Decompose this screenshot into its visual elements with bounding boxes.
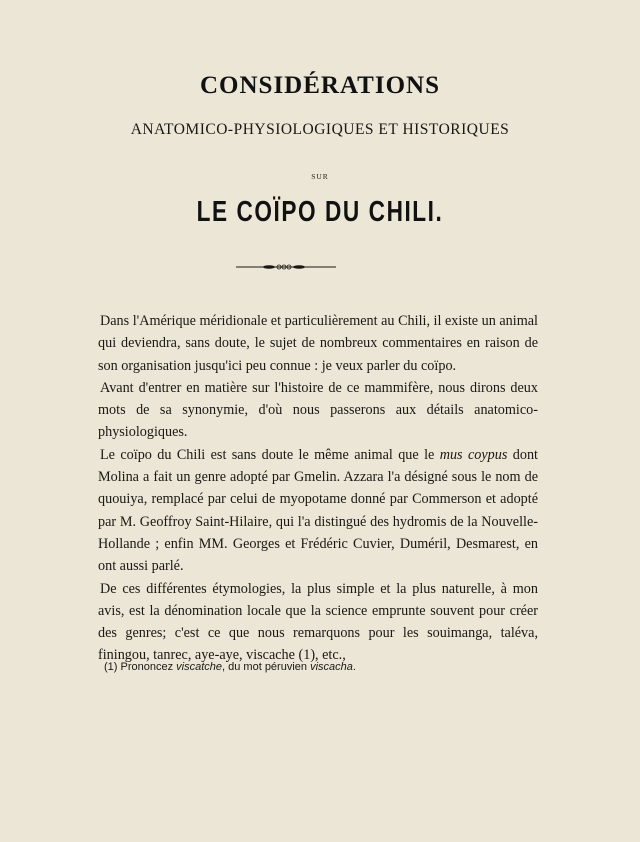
footnote-marker: (1) xyxy=(104,661,118,673)
italic-species: mus coypus xyxy=(439,446,508,463)
paragraph-1: Dans l'Amérique méridionale et particulièrement au Chili, il existe un animal qui deviendra, sans doute, le sujet de nombreux commentaires en raison de son organisation jusqu'ici peu connue : je veux parler du coïpo. xyxy=(98,313,538,374)
page-title: CONSIDÉRATIONS xyxy=(200,72,440,99)
paragraph-3: Le coïpo du Chili est sans doute le même animal que le mus coypus dont Molina a fait un genre adopté par Gmelin. Azzara l'a désigné sous le nom de quouiya, remplacé par celui de myopotame donné par Commerson et adopté par M. Geoffroy Saint-Hilaire, qui l'a distingué des hydromis de la Nouvelle-Hollande ; enfin MM. Georges et Frédéric Cuvier, Duméril, Desmarest, en ont aussi parlé. xyxy=(98,446,538,575)
footnote: (1) Prononcez viscatche, du mot péruvien viscacha. xyxy=(104,661,356,673)
sur-label: SUR xyxy=(311,172,329,181)
page-subtitle: ANATOMICO-PHYSIOLOGIQUES ET HISTORIQUES xyxy=(130,121,510,138)
paragraph-4: De ces différentes étymologies, la plus simple et la plus naturelle, à mon avis, est la dénomination locale que la science emprunte souvent pour créer des genres; c'est ce que nous remarquons pour les souimanga, taléva, finingou, tanrec, aye-aye, viscache (1), etc., xyxy=(98,580,538,664)
main-title: LE COÏPO DU CHILI. xyxy=(196,196,444,228)
paragraph-2: Avant d'entrer en matière sur l'histoire de ce mammifère, nous dirons deux mots de sa synonymie, d'où nous passerons aux détails anatomico-physiologiques. xyxy=(98,379,538,441)
ornament-divider xyxy=(236,264,336,270)
body-text xyxy=(98,310,538,667)
